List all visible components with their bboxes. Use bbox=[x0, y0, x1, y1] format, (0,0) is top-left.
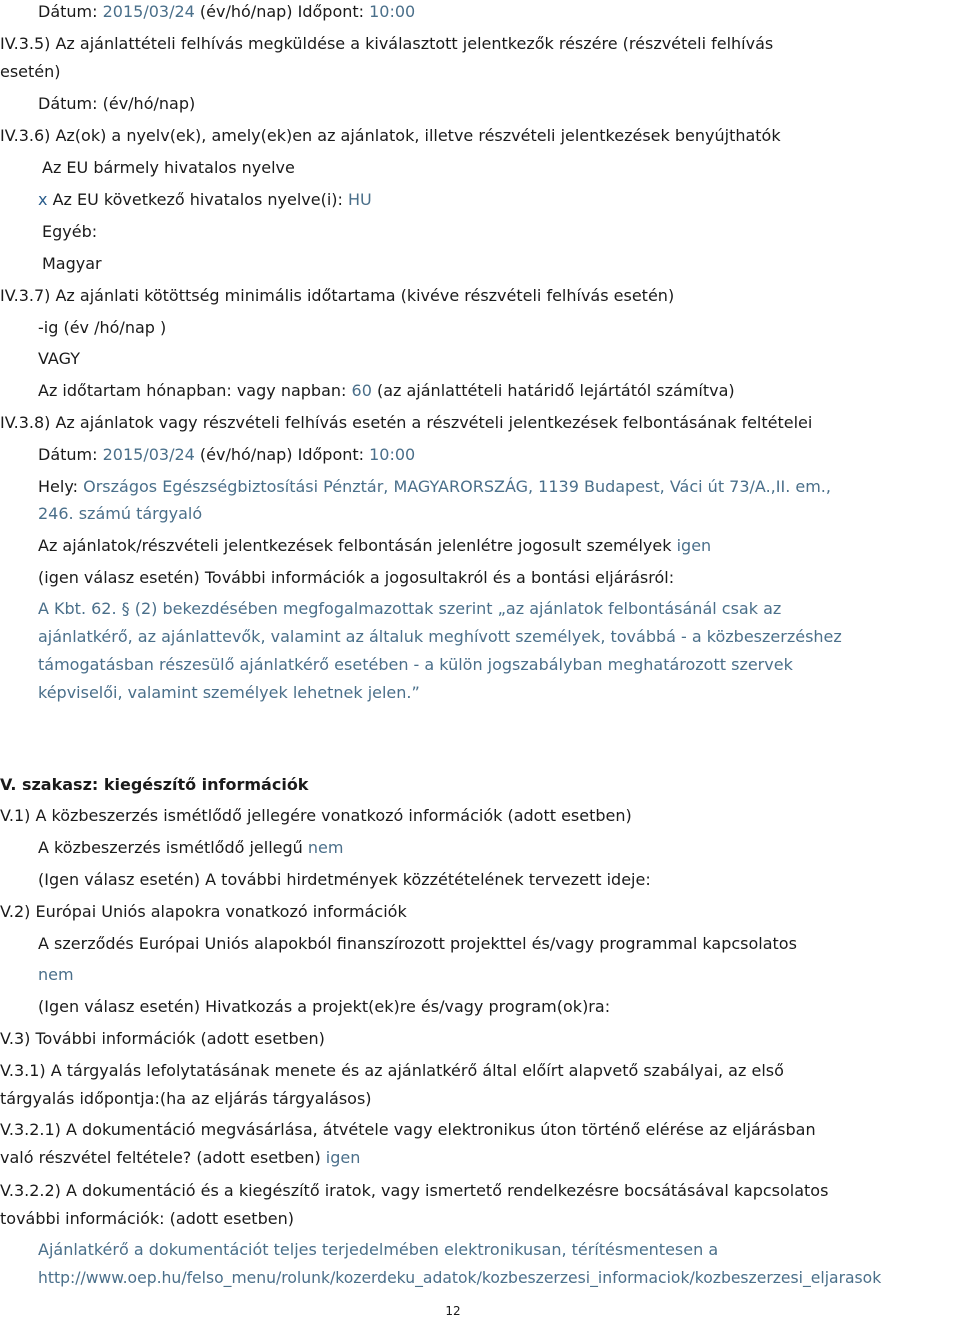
v2-eu-funds-value: nem bbox=[38, 965, 74, 984]
iv38-quote-line4: képviselői, valamint személyek lehetnek jelen.” bbox=[38, 683, 420, 702]
duration-note: (az ajánlattételi határidő lejártától számítva) bbox=[376, 381, 735, 400]
v322-link[interactable]: http://www.oep.hu/felso_menu/rolunk/kozerdeku_adatok/kozbeszerzesi_informaciok/kozbeszerzesi_eljarasok bbox=[38, 1269, 882, 1287]
recurring-label: A közbeszerzés ismétlődő jellegű bbox=[38, 838, 303, 857]
selected-mark: x bbox=[38, 190, 48, 209]
iv35-title-line1: IV.3.5) Az ajánlattételi felhívás megküldése a kiválasztott jelentkezők részére (részvételi felhívás bbox=[0, 34, 774, 53]
iv38-quote-line3: támogatásban részesülő ajánlatkérő esetében - a külön jogszabályban meghatározott szervek bbox=[38, 655, 793, 674]
iv38-place-line2: 246. számú tárgyaló bbox=[38, 504, 203, 523]
date-format-label: (év/hó/nap) Időpont: bbox=[199, 2, 365, 21]
duration-value: 60 bbox=[351, 381, 372, 400]
v31-line2: tárgyalás időpontja:(ha az eljárás tárgyalásos) bbox=[0, 1089, 372, 1108]
date-format-label: (év/hó/nap) Időpont: bbox=[199, 445, 365, 464]
v322-line2: további információk: (adott esetben) bbox=[0, 1209, 294, 1228]
v2-title: V.2) Európai Uniós alapokra vonatkozó információk bbox=[0, 902, 407, 921]
date-value: 2015/03/24 bbox=[102, 445, 195, 464]
v322-line1: V.3.2.2) A dokumentáció és a kiegészítő iratok, vagy ismertető rendelkezésre bocsátásával kapcsolatos bbox=[0, 1181, 829, 1200]
iv38-quote-line2: ajánlatkérő, az ajánlattevők, valamint az általuk meghívott személyek, továbbá - a közbeszerzéshez bbox=[38, 627, 842, 646]
iv38-title: IV.3.8) Az ajánlatok vagy részvételi felhívás esetén a részvételi jelentkezések felbontásának feltételei bbox=[0, 413, 813, 432]
opening-date-line bbox=[38, 2, 415, 22]
iv36-option-following-languages bbox=[38, 190, 372, 210]
iv37-duration-line bbox=[38, 381, 735, 401]
iv36-other-label: Egyéb: bbox=[42, 222, 98, 241]
iv38-date-line bbox=[38, 445, 415, 465]
section-v-heading: V. szakasz: kiegészítő információk bbox=[0, 775, 309, 794]
v1-recurring-line bbox=[38, 838, 343, 858]
iv38-place-line bbox=[38, 477, 831, 497]
language-value: HU bbox=[348, 190, 372, 209]
v31-line1: V.3.1) A tárgyalás lefolytatásának menete és az ajánlatkérő által előírt alapvető szabályai, az első bbox=[0, 1061, 784, 1080]
date-label: Dátum: bbox=[38, 445, 98, 464]
iv36-option-any-eu-language: Az EU bármely hivatalos nyelve bbox=[42, 158, 295, 177]
iv38-info-line: (igen válasz esetén) További információk a jogosultakról és a bontási eljárásról: bbox=[38, 568, 675, 587]
persons-value: igen bbox=[676, 536, 712, 555]
duration-label: Az időtartam hónapban: vagy napban: bbox=[38, 381, 347, 400]
time-value: 10:00 bbox=[369, 445, 416, 464]
v2-reference-line: (Igen válasz esetén) Hivatkozás a projekt(ek)re és/vagy program(ok)ra: bbox=[38, 997, 611, 1016]
iv36-title: IV.3.6) Az(ok) a nyelv(ek), amely(ek)en az ajánlatok, illetve részvételi jelentkezések benyújthatók bbox=[0, 126, 781, 145]
iv37-or: VAGY bbox=[38, 349, 80, 368]
iv38-quote-line1: A Kbt. 62. § (2) bekezdésében megfogalmazottak szerint „az ajánlatok felbontásánál csak az bbox=[38, 599, 782, 618]
iv38-persons-line bbox=[38, 536, 711, 556]
v321-line2 bbox=[0, 1148, 360, 1168]
v1-title: V.1) A közbeszerzés ismétlődő jellegére vonatkozó információk (adott esetben) bbox=[0, 806, 632, 825]
v321-question: való részvétel feltétele? (adott esetben) bbox=[0, 1148, 321, 1167]
date-label: Dátum: bbox=[38, 2, 98, 21]
option-label: Az EU következő hivatalos nyelve(i): bbox=[52, 190, 343, 209]
recurring-value: nem bbox=[307, 838, 344, 857]
date-value: 2015/03/24 bbox=[102, 2, 195, 21]
iv37-until-date: -ig (év /hó/nap ) bbox=[38, 318, 167, 337]
iv35-date-line: Dátum: (év/hó/nap) bbox=[38, 94, 196, 113]
iv35-title-line2: esetén) bbox=[0, 62, 61, 81]
v321-value: igen bbox=[325, 1148, 361, 1167]
v3-title: V.3) További információk (adott esetben) bbox=[0, 1029, 325, 1048]
iv37-title: IV.3.7) Az ajánlati kötöttség minimális időtartama (kivéve részvételi felhívás esetén) bbox=[0, 286, 675, 305]
place-label: Hely: bbox=[38, 477, 79, 496]
time-value: 10:00 bbox=[369, 2, 416, 21]
page-number: 12 bbox=[445, 1304, 461, 1318]
place-value: Országos Egészségbiztosítási Pénztár, MAGYARORSZÁG, 1139 Budapest, Váci út 73/A.,II. em., bbox=[83, 477, 831, 496]
v1-followup-line: (Igen válasz esetén) A további hirdetmények közzétételének tervezett ideje: bbox=[38, 870, 651, 889]
v2-eu-funds-line: A szerződés Európai Uniós alapokból finanszírozott projekttel és/vagy programmal kapcsolatos bbox=[38, 934, 797, 953]
v321-line1: V.3.2.1) A dokumentáció megvásárlása, átvétele vagy elektronikus úton történő elérése az eljárásban bbox=[0, 1120, 816, 1139]
persons-label: Az ajánlatok/részvételi jelentkezések felbontásán jelenlétre jogosult személyek bbox=[38, 536, 672, 555]
v322-value-line1: Ajánlatkérő a dokumentációt teljes terjedelmében elektronikusan, térítésmentesen a bbox=[38, 1240, 719, 1259]
iv36-other-value: Magyar bbox=[42, 254, 102, 273]
